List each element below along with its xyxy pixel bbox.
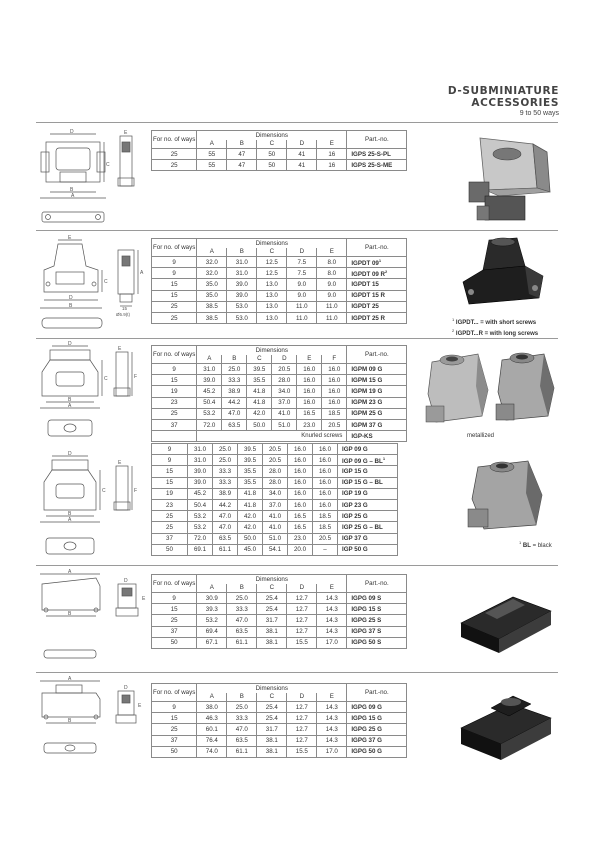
spec-table-1 [151,130,407,171]
part-number: IGPS 25-S-PL [347,149,407,160]
partno-header: Part.-no. [347,239,407,257]
technical-drawing [38,677,143,772]
svg-text:A: A [71,193,75,199]
part-number: IGP 15 G [338,466,398,477]
col-header: A [197,140,227,149]
caption: $^1$ BL = black [519,540,552,549]
part-number: IGP 15 G – BL [338,477,398,488]
part-number: IGPG 09 G [347,702,407,713]
part-number: IGPM 23 G [347,397,407,408]
table-row: 25 53.2 47.0 42.0 41.0 16.5 18.5 IGP 25 G [152,511,398,522]
table-row: 25 55 47 50 41 16 IGPS 25-S-ME [152,160,407,171]
dimensions-header: Dimensions [197,346,347,355]
svg-text:C: C [106,162,110,168]
caption: metallized [467,433,495,439]
table-row: 37 76.4 63.5 38.1 12.7 14.3 IGPG 37 G [152,735,407,746]
page-title: D-SUBMINIATURE [447,85,559,97]
svg-text:D: D [124,685,128,691]
table-row: 25 38.5 53.0 13.0 11.0 11.0 IGPDT 25 R [152,312,407,323]
part-number: IGPDT $09^1$ [347,257,407,268]
svg-text:C: C [102,488,106,494]
part-number: IGP 50 G [338,544,398,555]
table-row: 9 31.0 25.0 39.5 20.5 16.0 16.0 IGPM 09 G [152,364,407,375]
svg-text:D: D [70,129,74,135]
part-number: IGPS 25-S-ME [347,160,407,171]
col-header: D [287,140,317,149]
spec-table-5: For no. of ways Dimensions Part.-no. A B C D E 9 30.9 25.0 25.4 12.7 14.3 IGPG 09 S 15 39.3 33.3 25.4 12.7 14.3 IGPG 15 S 25 53.2 47.0 31.7 12.7 14.3 IGPG 25 S 37 69.4 63.5 38.1 12.7 14.3 IGPG 37 S 50 67.1 61.1 38.1 15.5 17.0 IGPG 50 S [151,574,407,649]
part-number: IGP 25 G [338,511,398,522]
table-row: 9 30.9 25.0 25.4 12.7 14.3 IGPG 09 S [152,593,407,604]
part-number: IGPM 19 G [347,386,407,397]
product-photo [455,585,555,664]
table-row: 19 45.2 38.9 41.8 34.0 16.0 16.0 IGP 19 G [152,488,398,499]
svg-text:D: D [68,451,72,457]
svg-text:D: D [68,341,72,347]
part-number: IGPDT 15 [347,279,407,290]
table-row: 15 39.0 33.3 35.5 28.0 16.0 16.0 IGP 15 G [152,466,398,477]
table-row: 37 72.0 63.5 50.0 51.0 23.0 20.5 IGP 37 G [152,533,398,544]
svg-text:A: A [68,403,72,409]
table-row: 15 39.0 33.3 35.5 28.0 16.0 16.0 IGPM 15 G [152,375,407,386]
part-number: IGPG 37 S [347,626,407,637]
table-row: 25 53.2 47.0 42.0 41.0 16.5 18.5 IGP 25 G – BL [152,522,398,533]
spec-table-6: For no. of ways Dimensions Part.-no. A B C D E 9 38.0 25.0 25.4 12.7 14.3 IGPG 09 G 15 46.3 33.3 25.4 12.7 14.3 IGPG 15 G 25 60.1 47.0 31.7 12.7 14.3 IGPG 25 G 37 76.4 63.5 38.1 12.7 14.3 IGPG 37 G 50 74.0 61.1 38.1 15.5 17.0 IGPG 50 G [151,683,407,758]
svg-text:E: E [68,235,72,241]
table-row: 50 67.1 61.1 38.1 15.5 17.0 IGPG 50 S [152,637,407,648]
col-header: B [227,140,257,149]
partno-header: Part.-no. [347,346,407,364]
product-photo [455,236,555,317]
table-row: 15 35.0 39.0 13.0 9.0 9.0 IGPDT 15 R [152,290,407,301]
part-number: IGP-KS [347,431,407,442]
svg-text:F: F [134,488,138,494]
table-row: 9 32.0 31.0 12.5 7.5 8.0 IGPDT 09 $R^2$ [152,268,407,279]
svg-text:E: E [118,460,122,466]
part-number: IGP 25 G – BL [338,522,398,533]
table-row: 9 38.0 25.0 25.4 12.7 14.3 IGPG 09 G [152,702,407,713]
table-row: 25 53.2 47.0 42.0 41.0 16.5 18.5 IGPM 25 G [152,408,407,419]
technical-drawing [38,342,143,442]
table-row: 37 69.4 63.5 38.1 12.7 14.3 IGPG 37 S [152,626,407,637]
partno-header: Part.-no. [347,131,407,149]
part-number: IGP 19 G [338,488,398,499]
svg-text:B: B [68,397,72,403]
part-number: IGP 37 G [338,533,398,544]
table-row: 15 39.3 33.3 25.4 12.7 14.3 IGPG 15 S [152,604,407,615]
svg-text:F: F [134,374,138,380]
col-header: E [317,140,347,149]
part-number: IGPDT 25 R [347,312,407,323]
svg-text:E: E [138,703,142,709]
svg-text:D: D [69,295,73,301]
ways-header: For no. of ways [152,239,197,257]
technical-drawing [38,569,146,665]
divider [36,338,558,339]
spec-table-3: For no. of ways Dimensions Part.-no. A B C D E F 9 31.0 25.0 39.5 20.5 16.0 16.0 IGPM 09 G 15 39.0 33.3 35.5 28.0 16.0 16.0 IGPM 15 G 19 45.2 38.9 41.8 34.0 16.0 16.0 IGPM 19 G 23 50.4 44.2 41.8 37.0 16.0 16.0 IGPM 23 G 25 53.2 47.0 42.0 41.0 16.5 18.5 IGPM 25 G 37 72.0 63.5 50.0 51.0 23.0 20.5 IGPM 37 G Knurled screws IGP-KS [151,345,407,442]
ways-header: For no. of ways [152,346,197,364]
product-photo [455,688,555,771]
svg-text:C: C [104,279,108,285]
ways-header: For no. of ways [152,684,197,702]
divider [36,672,558,673]
table-row: 15 46.3 33.3 25.4 12.7 14.3 IGPG 15 G [152,713,407,724]
part-number: IGPM 37 G [347,419,407,430]
ways-header: For no. of ways [152,131,197,149]
page-title-2: ACCESSORIES [471,97,559,109]
table-row [152,431,407,442]
table-row: 19 45.2 38.9 41.8 34.0 16.0 16.0 IGPM 19 G [152,386,407,397]
table-row: 25 55 47 50 41 16 IGPS 25-S-PL [152,149,407,160]
svg-text:B: B [68,511,72,517]
svg-text:B: B [69,303,73,309]
table-row: 9 31.0 25.0 39.5 20.5 16.0 16.0 IGP 09 G – $BL^1$ [152,455,398,466]
part-number: IGPG 15 G [347,713,407,724]
table-row: 23 50.4 44.2 41.8 37.0 16.0 16.0 IGP 23 G [152,499,398,510]
part-number: IGPDT 25 [347,301,407,312]
drawing-note: Ø5.9(t) [116,312,131,317]
part-number: IGP 09 G [338,444,398,455]
part-number: IGPG 09 S [347,593,407,604]
svg-text:B: B [68,718,72,724]
divider [36,565,558,566]
part-number: IGPG 50 S [347,637,407,648]
part-number: IGPG 25 S [347,615,407,626]
svg-text:C: C [104,376,108,382]
page-subtitle: 9 to 50 ways [519,110,559,117]
part-number: IGP 09 G – $BL^1$ [338,455,398,466]
table-row: 37 72.0 63.5 50.0 51.0 23.0 20.5 IGPM 37 G [152,419,407,430]
table-row: 50 74.0 61.1 38.1 15.5 17.0 IGPG 50 G [152,746,407,757]
table-row: 15 39.0 33.3 35.5 28.0 16.0 16.0 IGP 15 G – BL [152,477,398,488]
dimensions-header: Dimensions [197,239,347,248]
table-row: 15 35.0 39.0 13.0 9.0 9.0 IGPDT 15 [152,279,407,290]
dimensions-header: Dimensions [197,575,347,584]
svg-text:E: E [124,130,128,136]
part-number: IGPG 50 G [347,746,407,757]
svg-text:15: 15 [122,306,128,311]
col-header: C [257,140,287,149]
dimensions-header: Dimensions [197,131,347,140]
part-number: IGPG 15 S [347,604,407,615]
partno-header: Part.-no. [347,575,407,593]
svg-text:E: E [142,596,146,602]
ways-header: For no. of ways [152,575,197,593]
svg-text:A: A [68,569,72,575]
svg-text:B: B [70,187,74,193]
part-number: IGPDT 09 $R^2$ [347,268,407,279]
spec-table-2: For no. of ways Dimensions Part.-no. A B C D E 9 32.0 31.0 12.5 7.5 8.0 IGPDT $09^1$ 9 32.0 31.0 12.5 7.5 8.0 IGPDT 09 $R^2$ 15 35.0 39.0 13.0 9.0 9.0 IGPDT 15 15 35.0 39.0 13.0 9.0 9.0 IGPDT 15 R 25 38.5 53.0 13.0 11.0 11.0 IGPDT 25 25 38.5 53.0 13.0 11.0 11.0 IGPDT 25 R [151,238,407,324]
product-photo [455,130,555,230]
part-number: IGPDT 15 R [347,290,407,301]
spec-table-4 [151,443,398,556]
part-number: IGPM 15 G [347,375,407,386]
svg-text:A: A [68,517,72,523]
table-row: 50 69.1 61.1 45.0 54.1 20.0 – IGP 50 G [152,544,398,555]
svg-text:B: B [68,611,72,617]
svg-text:D: D [124,578,128,584]
part-number: IGPG 25 G [347,724,407,735]
product-photo [458,455,558,540]
svg-text:A: A [68,676,72,682]
table-row: 25 53.2 47.0 31.7 12.7 14.3 IGPG 25 S [152,615,407,626]
partno-header: Part.-no. [347,684,407,702]
divider [36,230,558,231]
table-row: 9 31.0 25.0 39.5 20.5 16.0 16.0 IGP 09 G [152,444,398,455]
part-number: IGPG 37 G [347,735,407,746]
caption: $^1$ IGPDT... = with short screws $^2$ IGPDT...R = with long screws [452,317,539,337]
technical-drawing [38,452,143,560]
table-row: 23 50.4 44.2 41.8 37.0 16.0 16.0 IGPM 23 G [152,397,407,408]
svg-text:A: A [140,270,144,276]
product-photo [422,346,558,435]
technical-drawing [38,236,150,334]
part-number: IGPM 25 G [347,408,407,419]
dimensions-header: Dimensions [197,684,347,693]
divider [36,122,558,123]
part-number: IGP 23 G [338,499,398,510]
svg-text:E: E [118,346,122,352]
technical-drawing [38,128,143,228]
table-row: 25 38.5 53.0 13.0 11.0 11.0 IGPDT 25 [152,301,407,312]
part-number: IGPM 09 G [347,364,407,375]
table-row: 25 60.1 47.0 31.7 12.7 14.3 IGPG 25 G [152,724,407,735]
table-row: 9 32.0 31.0 12.5 7.5 8.0 IGPDT $09^1$ [152,257,407,268]
page-header [448,85,559,117]
knurled-label: Knurled screws [197,431,347,442]
